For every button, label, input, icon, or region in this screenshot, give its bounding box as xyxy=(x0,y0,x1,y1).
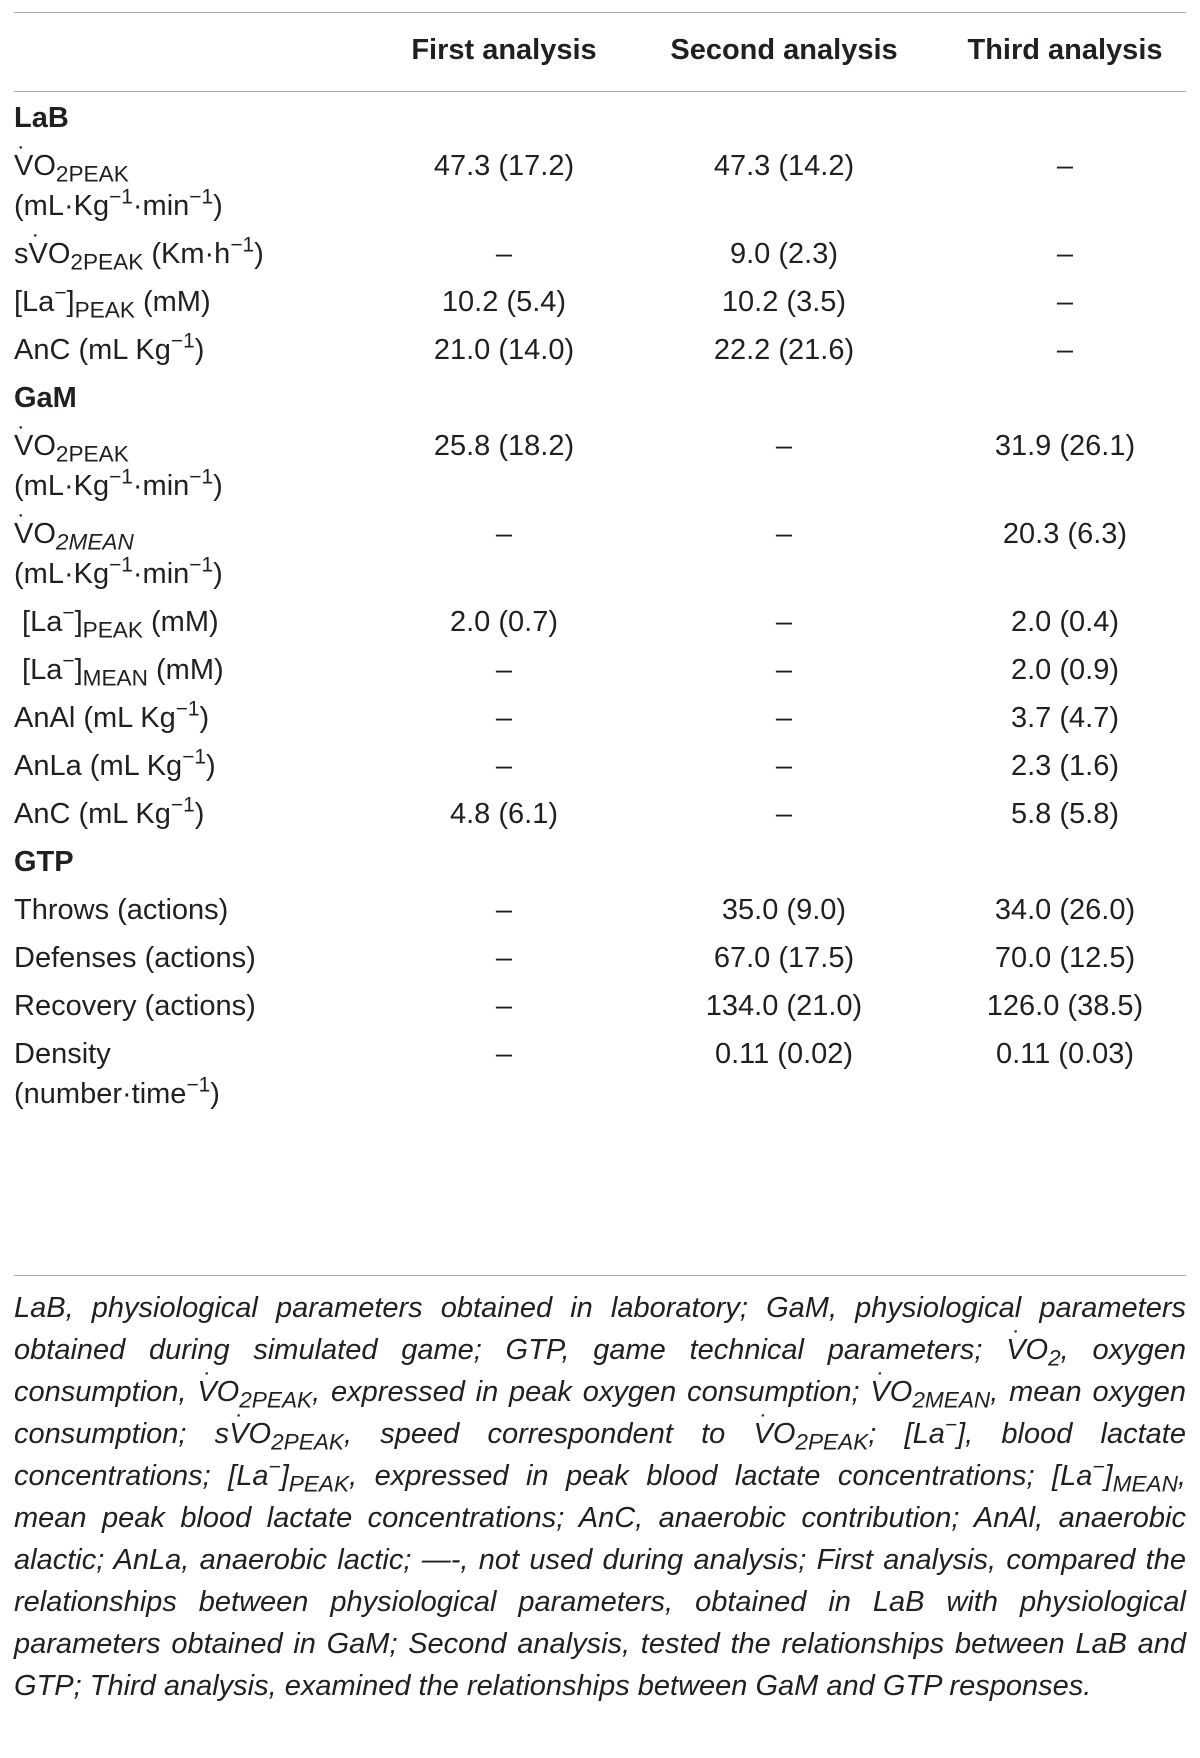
section-heading-lab: LaB xyxy=(14,102,69,134)
table-cell: 21.0 (14.0) xyxy=(433,334,575,366)
row-label: AnC (mL $Kg^{-1}$) xyxy=(14,793,205,830)
table-cell: – xyxy=(775,798,793,830)
table-row xyxy=(14,986,1186,1026)
section-heading-gam: GaM xyxy=(14,382,77,414)
table-cell: – xyxy=(495,1038,513,1070)
row-label: AnAl (mL $Kg^{-1}$) xyxy=(14,697,210,734)
table-cell: 47.3 (14.2) xyxy=(713,150,855,182)
table-cell: 134.0 (21.0) xyxy=(705,990,863,1022)
row-label: AnLa (mL $Kg^{-1}$) xyxy=(14,745,216,782)
table-cell: 22.2 (21.6) xyxy=(713,334,855,366)
column-header-first-analysis: First analysis xyxy=(411,34,597,66)
table-cell: 10.2 (3.5) xyxy=(721,286,847,318)
row-label: ˙ $VO_{2PEAK}$ $(mL\cdot Kg^{-1}\cdot\min^{-1})$ xyxy=(14,146,374,226)
table-cell: 35.0 (9.0) xyxy=(721,894,847,926)
table-cell: 70.0 (12.5) xyxy=(994,942,1136,974)
table-cell: – xyxy=(495,518,513,550)
row-label: $[La^-]_{PEAK}$ (mM) xyxy=(14,281,211,323)
table-row xyxy=(14,602,1186,642)
row-label: $[La^-]_{PEAK}$ (mM) xyxy=(14,601,219,643)
table-cell: – xyxy=(495,894,513,926)
table-cell: 34.0 (26.0) xyxy=(994,894,1136,926)
table-row xyxy=(14,426,1186,506)
table-cell: – xyxy=(1056,238,1074,270)
table-row xyxy=(14,146,1186,226)
table-cell: 2.3 (1.6) xyxy=(1011,750,1119,782)
table-row xyxy=(14,514,1186,594)
column-header-second-analysis: Second analysis xyxy=(670,34,898,66)
table-cell: – xyxy=(775,654,793,686)
table-row xyxy=(14,1034,1186,1114)
header-rule xyxy=(14,91,1186,92)
table-cell: 9.0 (2.3) xyxy=(730,238,838,270)
table-cell: – xyxy=(775,702,793,734)
row-label: ˙ $VO_{2PEAK}$ $(mL\cdot Kg^{-1}\cdot\min^{-1})$ xyxy=(14,426,374,506)
table-cell: – xyxy=(775,606,793,638)
table-cell: – xyxy=(495,654,513,686)
table-cell: 20.3 (6.3) xyxy=(1002,518,1128,550)
table-row xyxy=(14,282,1186,322)
row-label: Throws (actions) xyxy=(14,894,229,926)
row-label: s˙ $VO_{2PEAK}$ $(Km\cdot h^{-1})$ xyxy=(14,234,374,274)
table-cell: 0.11 (0.02) xyxy=(714,1038,854,1070)
table-cell: – xyxy=(495,750,513,782)
table-cell: – xyxy=(1056,286,1074,318)
row-label: Defenses (actions) xyxy=(14,942,256,974)
table-cell: – xyxy=(775,518,793,550)
table-row xyxy=(14,794,1186,834)
table-cell: 0.11 (0.03) xyxy=(995,1038,1135,1070)
table-cell: – xyxy=(495,238,513,270)
footnote-rule xyxy=(14,1275,1186,1276)
row-label: Recovery (actions) xyxy=(14,990,256,1022)
table-row xyxy=(14,890,1186,930)
table-cell: – xyxy=(495,702,513,734)
row-label: Density (number·time$^{-1}$) xyxy=(14,1038,220,1110)
table-cell: 2.0 (0.9) xyxy=(1011,654,1119,686)
table-row xyxy=(14,234,1186,274)
table-row xyxy=(14,746,1186,786)
table-cell: 2.0 (0.7) xyxy=(450,606,558,638)
table-cell: – xyxy=(495,990,513,1022)
table-cell: – xyxy=(775,750,793,782)
table-cell: – xyxy=(1056,150,1074,182)
table-top-rule xyxy=(14,12,1186,13)
table-cell: 3.7 (4.7) xyxy=(1011,702,1119,734)
column-header-third-analysis: Third analysis xyxy=(967,34,1163,66)
table-cell: 67.0 (17.5) xyxy=(713,942,855,974)
table-cell: 31.9 (26.1) xyxy=(994,430,1136,462)
table-cell: 4.8 (6.1) xyxy=(450,798,558,830)
table-row xyxy=(14,330,1186,370)
table-cell: 126.0 (38.5) xyxy=(986,990,1144,1022)
row-label: ˙ $VO_{2MEAN}$ $(mL\cdot Kg^{-1}\cdot\min^{-1})$ xyxy=(14,514,374,594)
table-footnote: LaB, physiological parameters obtained in laboratory; GaM, physiological parameters obtained during simulated game; GTP, game technical parameters; ˙ $VO_2$, oxygen consumption, ˙ $VO_{2PEAK}$, expressed in peak oxygen consumption; ˙ $VO_{2MEAN}$, mean oxygen consumption; s˙ $VO_{2PEAK}$, speed correspondent to ˙ $VO_{2PEAK}$; [La−], blood lactate concentrations; $[La^-]_{PEAK}$, expressed in peak blood lactate concentrations; $[La^-]_{MEAN}$, mean peak blood lactate concentrations; AnC, anaerobic contribution; AnAl, anaerobic alactic; AnLa, anaerobic lactic; —-, not used during analysis; First analysis, compared the relationships between physiological parameters, obtained in LaB with physiological parameters obtained in GaM; Second analysis, tested the relationships between LaB and GTP; Third analysis, examined the relationships between GaM and GTP responses. xyxy=(14,1287,1186,1707)
table-row xyxy=(14,650,1186,690)
table-row xyxy=(14,938,1186,978)
table-cell: – xyxy=(1056,334,1074,366)
row-label: $[La^-]_{MEAN}$ (mM) xyxy=(14,649,224,691)
row-label: AnC (mL $Kg^{-1}$) xyxy=(14,329,205,366)
table-cell: – xyxy=(495,942,513,974)
table-cell: 5.8 (5.8) xyxy=(1011,798,1119,830)
table-cell: 25.8 (18.2) xyxy=(433,430,575,462)
table-cell: – xyxy=(775,430,793,462)
table-cell: 10.2 (5.4) xyxy=(441,286,567,318)
table-cell: 47.3 (17.2) xyxy=(433,150,575,182)
section-heading-gtp: GTP xyxy=(14,846,74,878)
table-cell: 2.0 (0.4) xyxy=(1011,606,1119,638)
table-row xyxy=(14,698,1186,738)
